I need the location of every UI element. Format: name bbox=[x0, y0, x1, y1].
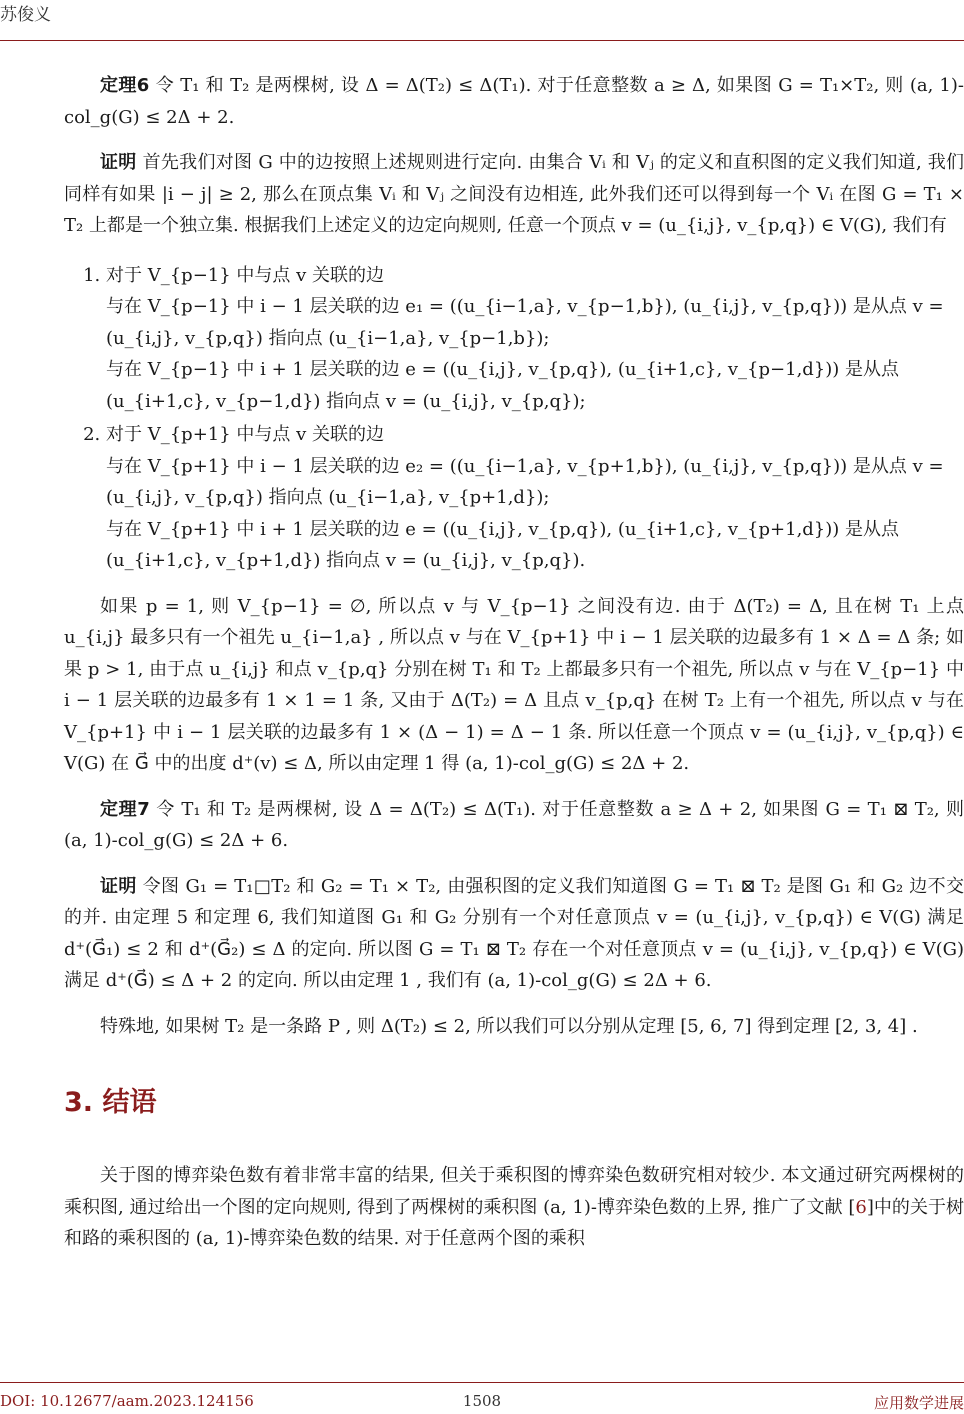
page-footer bbox=[0, 1392, 964, 1414]
footer-rule bbox=[0, 1382, 964, 1383]
case-1-head: 1. 对于 V_{p−1} 中与点 v 关联的边 bbox=[106, 264, 385, 286]
theorem-6-label: 定理6 bbox=[100, 75, 150, 96]
case-1-line-1: 与在 V_{p−1} 中 i − 1 层关联的边 e₁ = ((u_{i−1,a}, v_{p−1,b}), (u_{i,j}, v_{p,q})) 是从点 v = (u_{i,j}, v_{p,q}) 指向点 (u_{i−1,a}, v_{p−1,b}); bbox=[106, 296, 944, 349]
section-title: 3. 结语 bbox=[64, 1087, 157, 1118]
case-item-2 bbox=[106, 419, 964, 577]
case-2-line-2: 与在 V_{p+1} 中 i + 1 层关联的边 e = ((u_{i,j}, v_{p,q}), (u_{i+1,c}, v_{p+1,d})) 是从点 (u_{i+1,c}, v_{p+1,d}) 指向点 v = (u_{i,j}, v_{p,q}). bbox=[106, 518, 900, 571]
proof-6-text: 首先我们对图 G 中的边按照上述规则进行定向. 由集合 Vᵢ 和 Vⱼ 的定义和直积图的定义我们知道, 我们同样有如果 |i − j| ≥ 2, 那么在顶点集 Vᵢ 和 Vⱼ 之间没有边相连, 此外我们还可以得到每一个 Vᵢ 在图 G = T₁ × T₂ 上都是一个独立集. 根据我们上述定义的边定向规则, 任意一个顶点 v = (u_{i,j}, v_{p,q}) ∈ V(G), 我们有 bbox=[64, 152, 964, 236]
orientation-cases-list bbox=[64, 260, 964, 577]
case-item-1 bbox=[106, 260, 964, 418]
proof-6-label: 证明 bbox=[100, 152, 137, 173]
theorem-7-text: 令 T₁ 和 T₂ 是两棵树, 设 Δ = Δ(T₂) ≤ Δ(T₁). 对于任意整数 a ≥ Δ + 2, 如果图 G = T₁ ⊠ T₂, 则 (a, 1)-col_g(G) ≤ 2Δ + 6. bbox=[64, 798, 964, 851]
case-1-line-2: 与在 V_{p−1} 中 i + 1 层关联的边 e = ((u_{i,j}, v_{p,q}), (u_{i+1,c}, v_{p−1,d})) 是从点 (u_{i+1,c}, v_{p−1,d}) 指向点 v = (u_{i,j}, v_{p,q}); bbox=[106, 359, 900, 412]
conclusion-paragraph bbox=[64, 1160, 964, 1255]
theorem-6-text: 令 T₁ 和 T₂ 是两棵树, 设 Δ = Δ(T₂) ≤ Δ(T₁). 对于任意整数 a ≥ Δ, 如果图 G = T₁×T₂, 则 (a, 1)-col_g(G) ≤ 2Δ + 2. bbox=[64, 75, 964, 128]
theorem-6 bbox=[64, 70, 964, 133]
proof-7-text: 令图 G₁ = T₁□T₂ 和 G₂ = T₁ × T₂, 由强积图的定义我们知道图 G = T₁ ⊠ T₂ 是图 G₁ 和 G₂ 边不交的并. 由定理 5 和定理 6, 我们知道图 G₁ 和 G₂ 分别有一个对任意顶点 v = (u_{i,j}, v_{p,q}) ∈ V(G) 满足 d⁺(G⃗₁) ≤ 2 和 d⁺(G⃗₂) ≤ Δ 的定向. 所以图 G = T₁ ⊠ T₂ 存在一个对任意顶点 v = (u_{i,j}, v_{p,q}) ∈ V(G) 满足 d⁺(G⃗) ≤ Δ + 2 的定向. 所以由定理 1 , 我们有 (a, 1)-col_g(G) ≤ 2Δ + 6. bbox=[64, 875, 964, 991]
journal-name: 应用数学进展 bbox=[873, 1394, 964, 1412]
doi-link[interactable]: DOI: 10.12677/aam.2023.124156 bbox=[0, 1392, 254, 1410]
proof-7-label: 证明 bbox=[100, 875, 137, 897]
header-rule bbox=[0, 40, 964, 41]
case-2-line-1: 与在 V_{p+1} 中 i − 1 层关联的边 e₂ = ((u_{i−1,a}, v_{p+1,b}), (u_{i,j}, v_{p,q})) 是从点 v = (u_{i,j}, v_{p,q}) 指向点 (u_{i−1,a}, v_{p+1,d}); bbox=[106, 455, 944, 508]
citation-link[interactable]: 6 bbox=[855, 1196, 867, 1218]
page-number: 1508 bbox=[462, 1392, 502, 1410]
header-author: 苏俊义 bbox=[0, 5, 51, 25]
proof-7 bbox=[64, 871, 964, 997]
proof-6-conclusion: 如果 p = 1, 则 V_{p−1} = ∅, 所以点 v 与 V_{p−1} 之间没有边. 由于 Δ(T₂) = Δ, 且在树 T₁ 上点 u_{i,j} 最多只有一个祖先 u_{i−1,a} , 所以点 v 与在 V_{p+1} 中 i − 1 层关联的边最多有 1 × Δ = Δ 条; 如果 p > 1, 由于点 u_{i,j} 和点 v_{p,q} 分别在树 T₁ 和 T₂ 上都最多只有一个祖先, 所以点 v 与在 V_{p−1} 中 i − 1 层关联的边最多有 1 × 1 = 1 条, 又由于 Δ(T₂) = Δ 且点 v_{p,q} 在树 T₂ 上有一个祖先, 所以点 v 与在 V_{p+1} 中 i − 1 层关联的边最多有 1 × (Δ − 1) = Δ − 1 条. 所以任意一个顶点 v = (u_{i,j}, v_{p,q}) ∈ V(G) 在 G⃗ 中的出度 d⁺(v) ≤ Δ, 所以由定理 1 得 (a, 1)-col_g(G) ≤ 2Δ + 2. bbox=[64, 595, 964, 774]
page-body bbox=[64, 70, 964, 1255]
special-case-paragraph: 特殊地, 如果树 T₂ 是一条路 P , 则 Δ(T₂) ≤ 2, 所以我们可以分别从定理 [5, 6, 7] 得到定理 [2, 3, 4] . bbox=[100, 1015, 918, 1037]
theorem-7-label: 定理7 bbox=[100, 798, 150, 820]
theorem-7 bbox=[64, 794, 964, 857]
case-2-head: 2. 对于 V_{p+1} 中与点 v 关联的边 bbox=[106, 424, 385, 445]
conclusion-text-after: ]中的关于树和路的乘积图的 (a, 1)-博弈染色数的结果. 对于任意两个图的乘积 bbox=[64, 1196, 964, 1249]
proof-6 bbox=[64, 147, 964, 242]
conclusion-text-before: 关于图的博弈染色数有着非常丰富的结果, 但关于乘积图的博弈染色数研究相对较少. 本文通过研究两棵树的乘积图, 通过给出一个图的定向规则, 得到了两棵树的乘积图 (a, 1)-博弈染色数的上界, 推广了文献 [ bbox=[64, 1165, 964, 1218]
